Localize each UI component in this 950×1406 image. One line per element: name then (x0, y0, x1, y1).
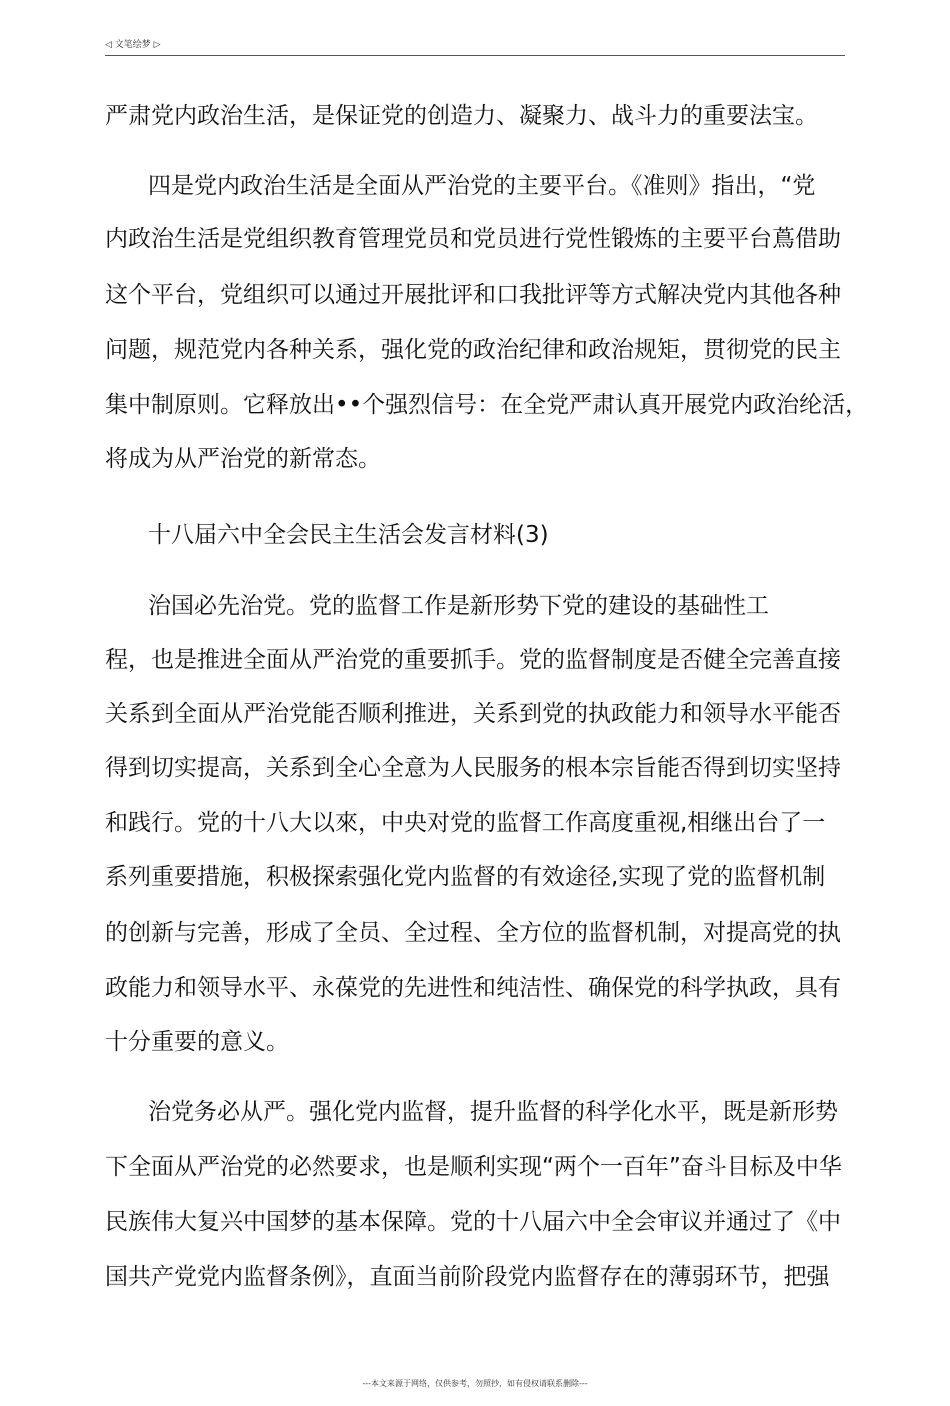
body-line: 治国必先治党。党的监督工作是新形势下党的建设的基础性工 (148, 593, 769, 619)
body-line: 将成为从严治党的新常态。 (105, 446, 381, 472)
body-line: 集中制原则。它释放出••个强烈信号：在全党严肃认真开展党内政治纶活， (105, 392, 869, 418)
body-line: 和践行。党的十八大以來，中央对党的监督工作高度重视,相继出台了一 (105, 810, 826, 836)
header-label: ◁ 文笔绘梦 ▷ (105, 40, 161, 50)
body-line: 民族伟大复兴中国梦的基本保障。党的十八届六中全会审议并通过了《中 (105, 1209, 841, 1235)
body-line: 治党务必从严。强化党内监督，提升监督的科学化水平，既是新形势 (148, 1099, 838, 1125)
body-line: 严肃党内政治生活，是保证党的创造力、凝聚力、战斗力的重要法宝。 (105, 103, 818, 129)
body-line: 四是党内政治生活是全面从严治党的主要平台。《准则》指出，“党 (148, 173, 816, 199)
body-line: 国共产党党内监督条例》，直面当前阶段党内监督存在的薄弱环节，把强 (105, 1264, 830, 1290)
body-line: 问题，规范党内各种关系，强化党的政治纪律和政治规矩，贯彻党的民主 (105, 337, 841, 363)
body-line: 得到切实提高，关系到全心全意为人民服务的根本宗旨能否得到切实坚持 (105, 755, 841, 781)
body-line: 系列重要措施，积极探索强化党内监督的有效途径,实现了党的监督机制 (105, 864, 826, 890)
body-line: 关系到全面从严治党能否顺利推进，关系到党的执政能力和领导水平能否 (105, 701, 841, 727)
body-line: 程，也是推进全面从严治党的重要抓手。党的监督制度是否健全完善直接 (105, 647, 841, 673)
body-line: 内政治生活是党组织教育管理党员和党员进行党性锻炼的主要平台蔦借助 (105, 226, 841, 252)
section-heading: 十八届六中全会民主生活会发言材料(3) (148, 522, 549, 548)
body-line: 的创新与完善，形成了全员、全过程、全方位的监督机制，对提高党的执 (105, 920, 841, 946)
body-line: 下全面从严治党的必然要求，也是顺利实现“两个一百年”奋斗目标及中华 (105, 1154, 842, 1180)
page-footer: ---本文来源于网络，仅供参考，勿照抄，如有侵权请联系删除--- (362, 1379, 588, 1388)
page-header (105, 38, 845, 54)
body-line: 这个平台，党组织可以通过开展批评和口我批评等方式解决党内其他各种 (105, 282, 841, 308)
body-line: 政能力和领导水平、永葆党的先进性和纯洁性、确保党的科学执政，具有 (105, 975, 841, 1001)
header-divider (105, 55, 845, 56)
body-line: 十分重要的意义。 (105, 1029, 289, 1055)
